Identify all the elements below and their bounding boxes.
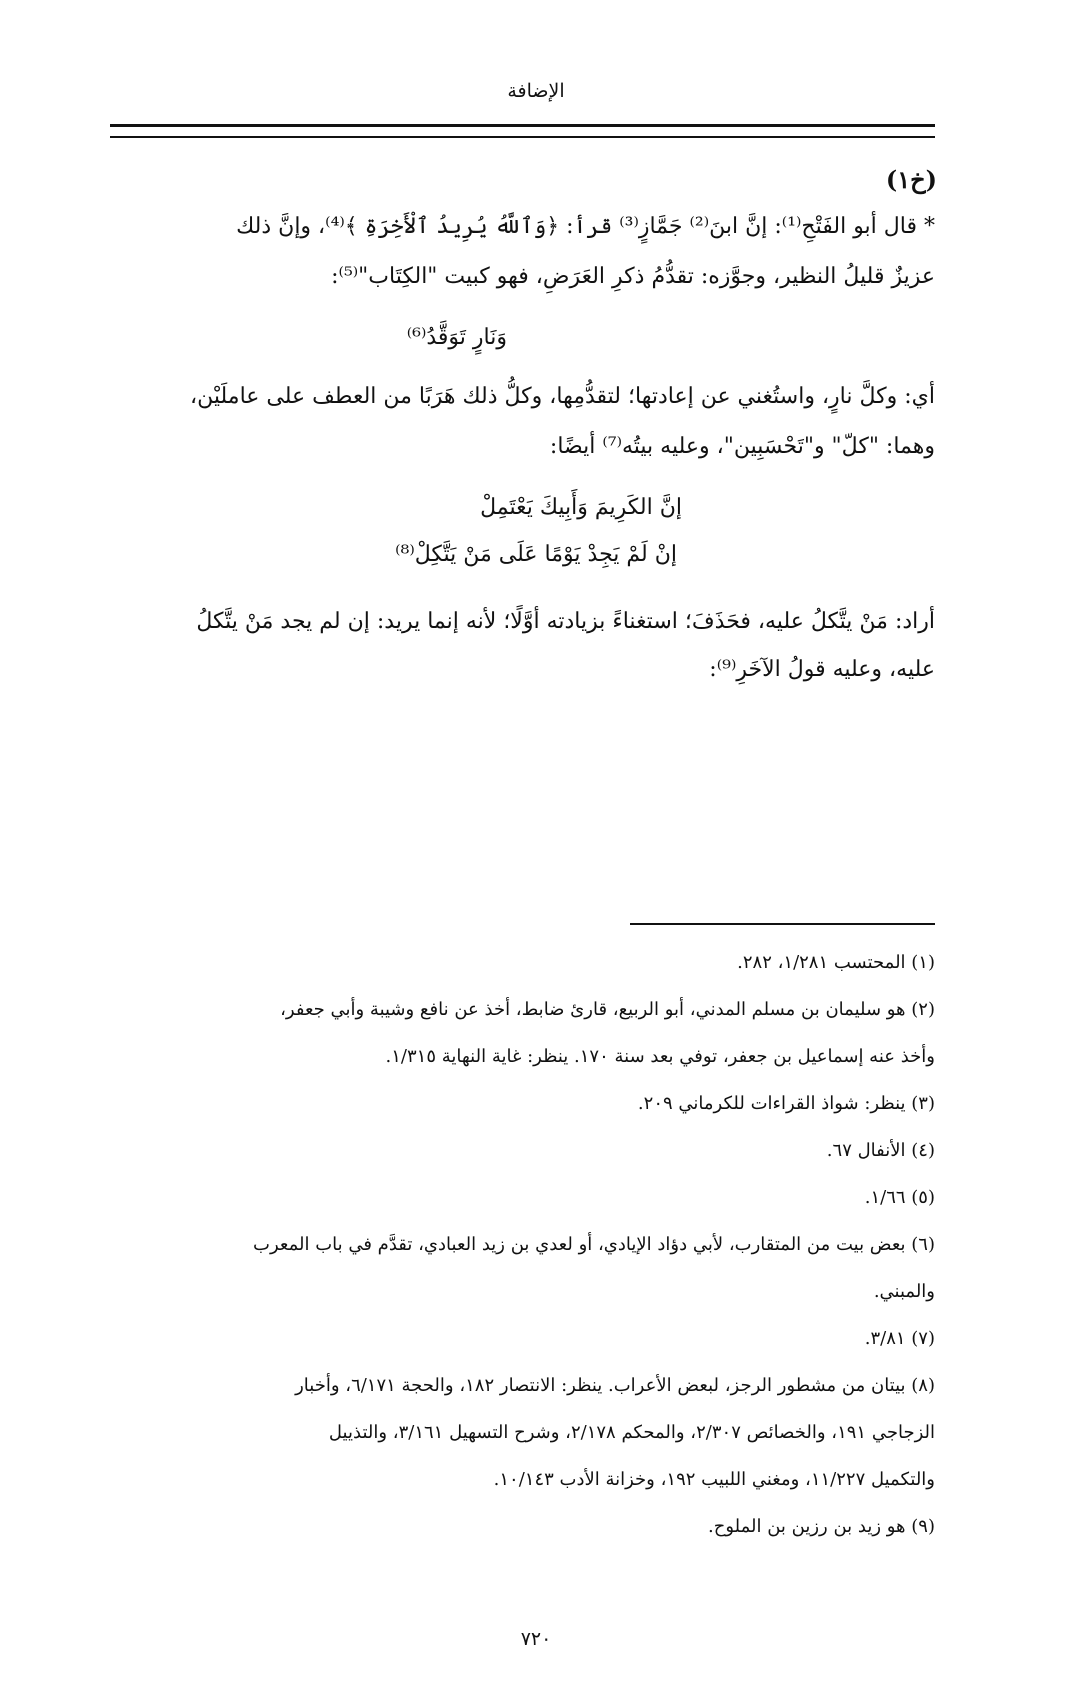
page-number: ٧٢٠ (520, 1628, 552, 1650)
verse-line: إنَّ الكَرِيمَ وَأَبِيكَ يَعْتَمِلْ (480, 495, 682, 520)
header-rule-thin (110, 136, 935, 138)
footnote-line: (٨) بيتان من مشطور الرجز، لبعض الأعراب. ينظر: الانتصار ١٨٢، والحجة ٦/١٧١، وأخبار (295, 1375, 935, 1396)
body-line: أراد: مَنْ يتَّكلُ عليه، فحَذَفَ؛ استغناءً بزيادته أوَّلًا؛ لأنه إنما يريد: إن لم يجد مَنْ يتَّكلُ (196, 609, 935, 634)
body-line: أي: وكلَّ نارٍ، واستُغني عن إعادتها؛ لتقدُّمِها، وكلُّ ذلك هَرَبًا من العطف على عاملَيْن، (190, 384, 935, 409)
footnote-line: (٢) هو سليمان بن مسلم المدني، أبو الربيع، قارئ ضابط، أخذ عن نافع وشيبة وأبي جعفر، (280, 999, 935, 1020)
body-line: عليه، وعليه قولُ الآخَرِ⁽⁹⁾: (709, 657, 935, 682)
body-line: عزيزٌ قليلُ النظير، وجوَّزه: تقدُّمُ ذكرِ العَرَضِ، فهو كبيت "الكِتَاب"⁽⁵⁾: (331, 264, 935, 289)
footnote-line: (٤) الأنفال ٦٧. (826, 1140, 935, 1161)
verse-line: وَنَارٍ تَوَقَّدُ⁽⁶⁾ (406, 325, 507, 350)
footnote-separator (630, 923, 935, 925)
footnote-line: (٩) هو زيد بن رزين بن الملوح. (707, 1516, 935, 1537)
section-label: (خ١) (885, 165, 937, 194)
footnote-line: وأخذ عنه إسماعيل بن جعفر، توفي بعد سنة ١٧٠. ينظر: غاية النهاية ١/٣١٥. (385, 1046, 935, 1067)
footnote-line: (١) المحتسب ١/٢٨١، ٢٨٢. (737, 952, 935, 973)
running-title: الإضافة (507, 80, 565, 102)
footnote-line: والتكميل ١١/٢٢٧، ومغني اللبيب ١٩٢، وخزانة الأدب ١٠/١٤٣. (493, 1469, 935, 1490)
body-line: * قال أبو الفَتْحِ⁽¹⁾: إنَّ ابنَ⁽²⁾ جَمَّازٍ⁽³⁾ قرأ: ﴿وَٱللَّهُ يُرِيدُ ٱلْأَخِرَةِ ﴾⁽⁴⁾، وإنَّ ذلك (236, 214, 935, 239)
footnote-line: والمبني. (873, 1281, 935, 1302)
body-line: وهما: "كلّ" و"تَحْسَبِين"، وعليه بيتُه⁽⁷⁾ أيضًا: (549, 434, 935, 459)
footnote-line: الزجاجي ١٩١، والخصائص ٢/٣٠٧، والمحكم ٢/١٧٨، وشرح التسهيل ٣/١٦١، والتذييل (328, 1422, 935, 1443)
footnote-line: (٣) ينظر: شواذ القراءات للكرماني ٢٠٩. (637, 1093, 935, 1114)
verse-line: إنْ لَمْ يَجِدْ يَوْمًا عَلَى مَنْ يَتَّكِلْ⁽⁸⁾ (395, 542, 677, 567)
footnote-line: (٧) ٣/٨١. (864, 1328, 935, 1349)
header-rule-thick (110, 124, 935, 127)
footnote-line: (٦) بعض بيت من المتقارب، لأبي دؤاد الإيادي، أو لعدي بن زيد العبادي، تقدَّم في باب المعرب (253, 1234, 935, 1255)
footnote-line: (٥) ١/٦٦. (864, 1187, 935, 1208)
